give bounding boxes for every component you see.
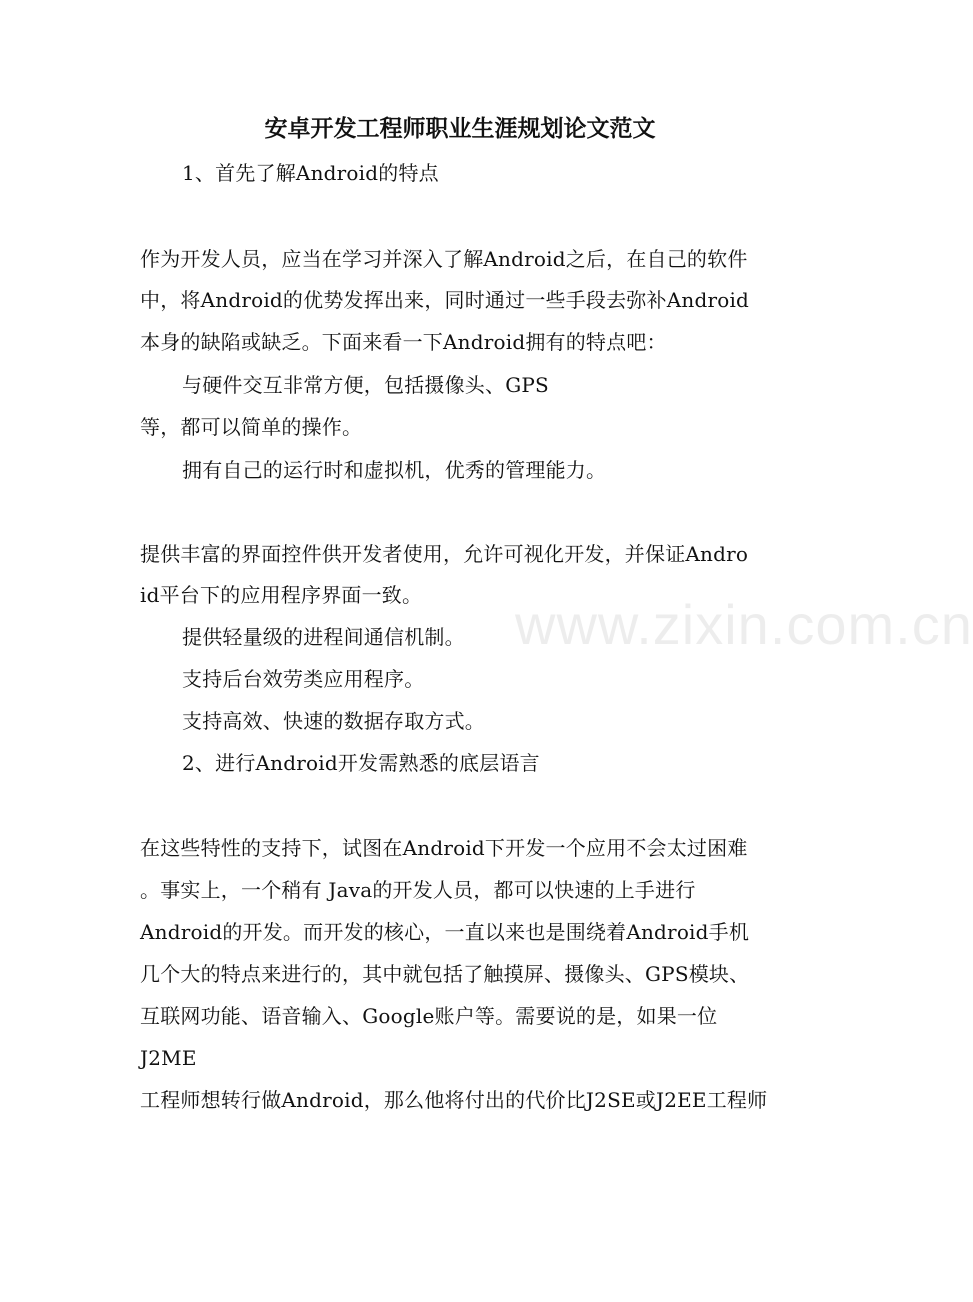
- paragraph-line: 与硬件交互非常方便，包括摄像头、GPS: [182, 373, 549, 397]
- paragraph-line: 。事实上，一个稍有 Java的开发人员，都可以快速的上手进行: [140, 878, 696, 902]
- paragraph-line: 提供轻量级的进程间通信机制。: [182, 625, 465, 649]
- paragraph-line: 中，将Android的优势发挥出来，同时通过一些手段去弥补Android: [140, 288, 750, 312]
- paragraph-line: 工程师想转行做Android，那么他将付出的代价比J2SE或J2EE工程师: [140, 1088, 768, 1112]
- paragraph-line: id平台下的应用程序界面一致。: [140, 583, 423, 607]
- section-heading-2: 2、进行Android开发需熟悉的底层语言: [182, 751, 540, 775]
- paragraph-line: 本身的缺陷或缺乏。下面来看一下Android拥有的特点吧：: [140, 330, 667, 354]
- paragraph-line: 在这些特性的支持下，试图在Android下开发一个应用不会太过困难: [140, 836, 748, 860]
- paragraph-line: 互联网功能、语音输入、Google账户等。需要说的是，如果一位: [140, 1004, 718, 1028]
- paragraph-line: 等，都可以简单的操作。: [140, 415, 363, 439]
- paragraph-line: 拥有自己的运行时和虚拟机，优秀的管理能力。: [182, 458, 607, 482]
- paragraph-line: 提供丰富的界面控件供开发者使用，允许可视化开发，并保证Andro: [140, 542, 749, 566]
- paragraph-line: 支持高效、快速的数据存取方式。: [182, 709, 485, 733]
- paragraph-line: 支持后台效劳类应用程序。: [182, 667, 425, 691]
- section-heading-1: 1、首先了解Android的特点: [182, 161, 439, 185]
- paragraph-line: J2ME: [140, 1046, 197, 1070]
- paragraph-line: 几个大的特点来进行的，其中就包括了触摸屏、摄像头、GPS模块、: [140, 962, 750, 986]
- document-title: 安卓开发工程师职业生涯规划论文范文: [264, 116, 656, 142]
- paragraph-line: 作为开发人员，应当在学习并深入了解Android之后，在自己的软件: [140, 247, 748, 271]
- watermark-text: www.zixin.com.cn: [515, 593, 973, 656]
- paragraph-line: Android的开发。而开发的核心，一直以来也是围绕着Android手机: [140, 920, 750, 944]
